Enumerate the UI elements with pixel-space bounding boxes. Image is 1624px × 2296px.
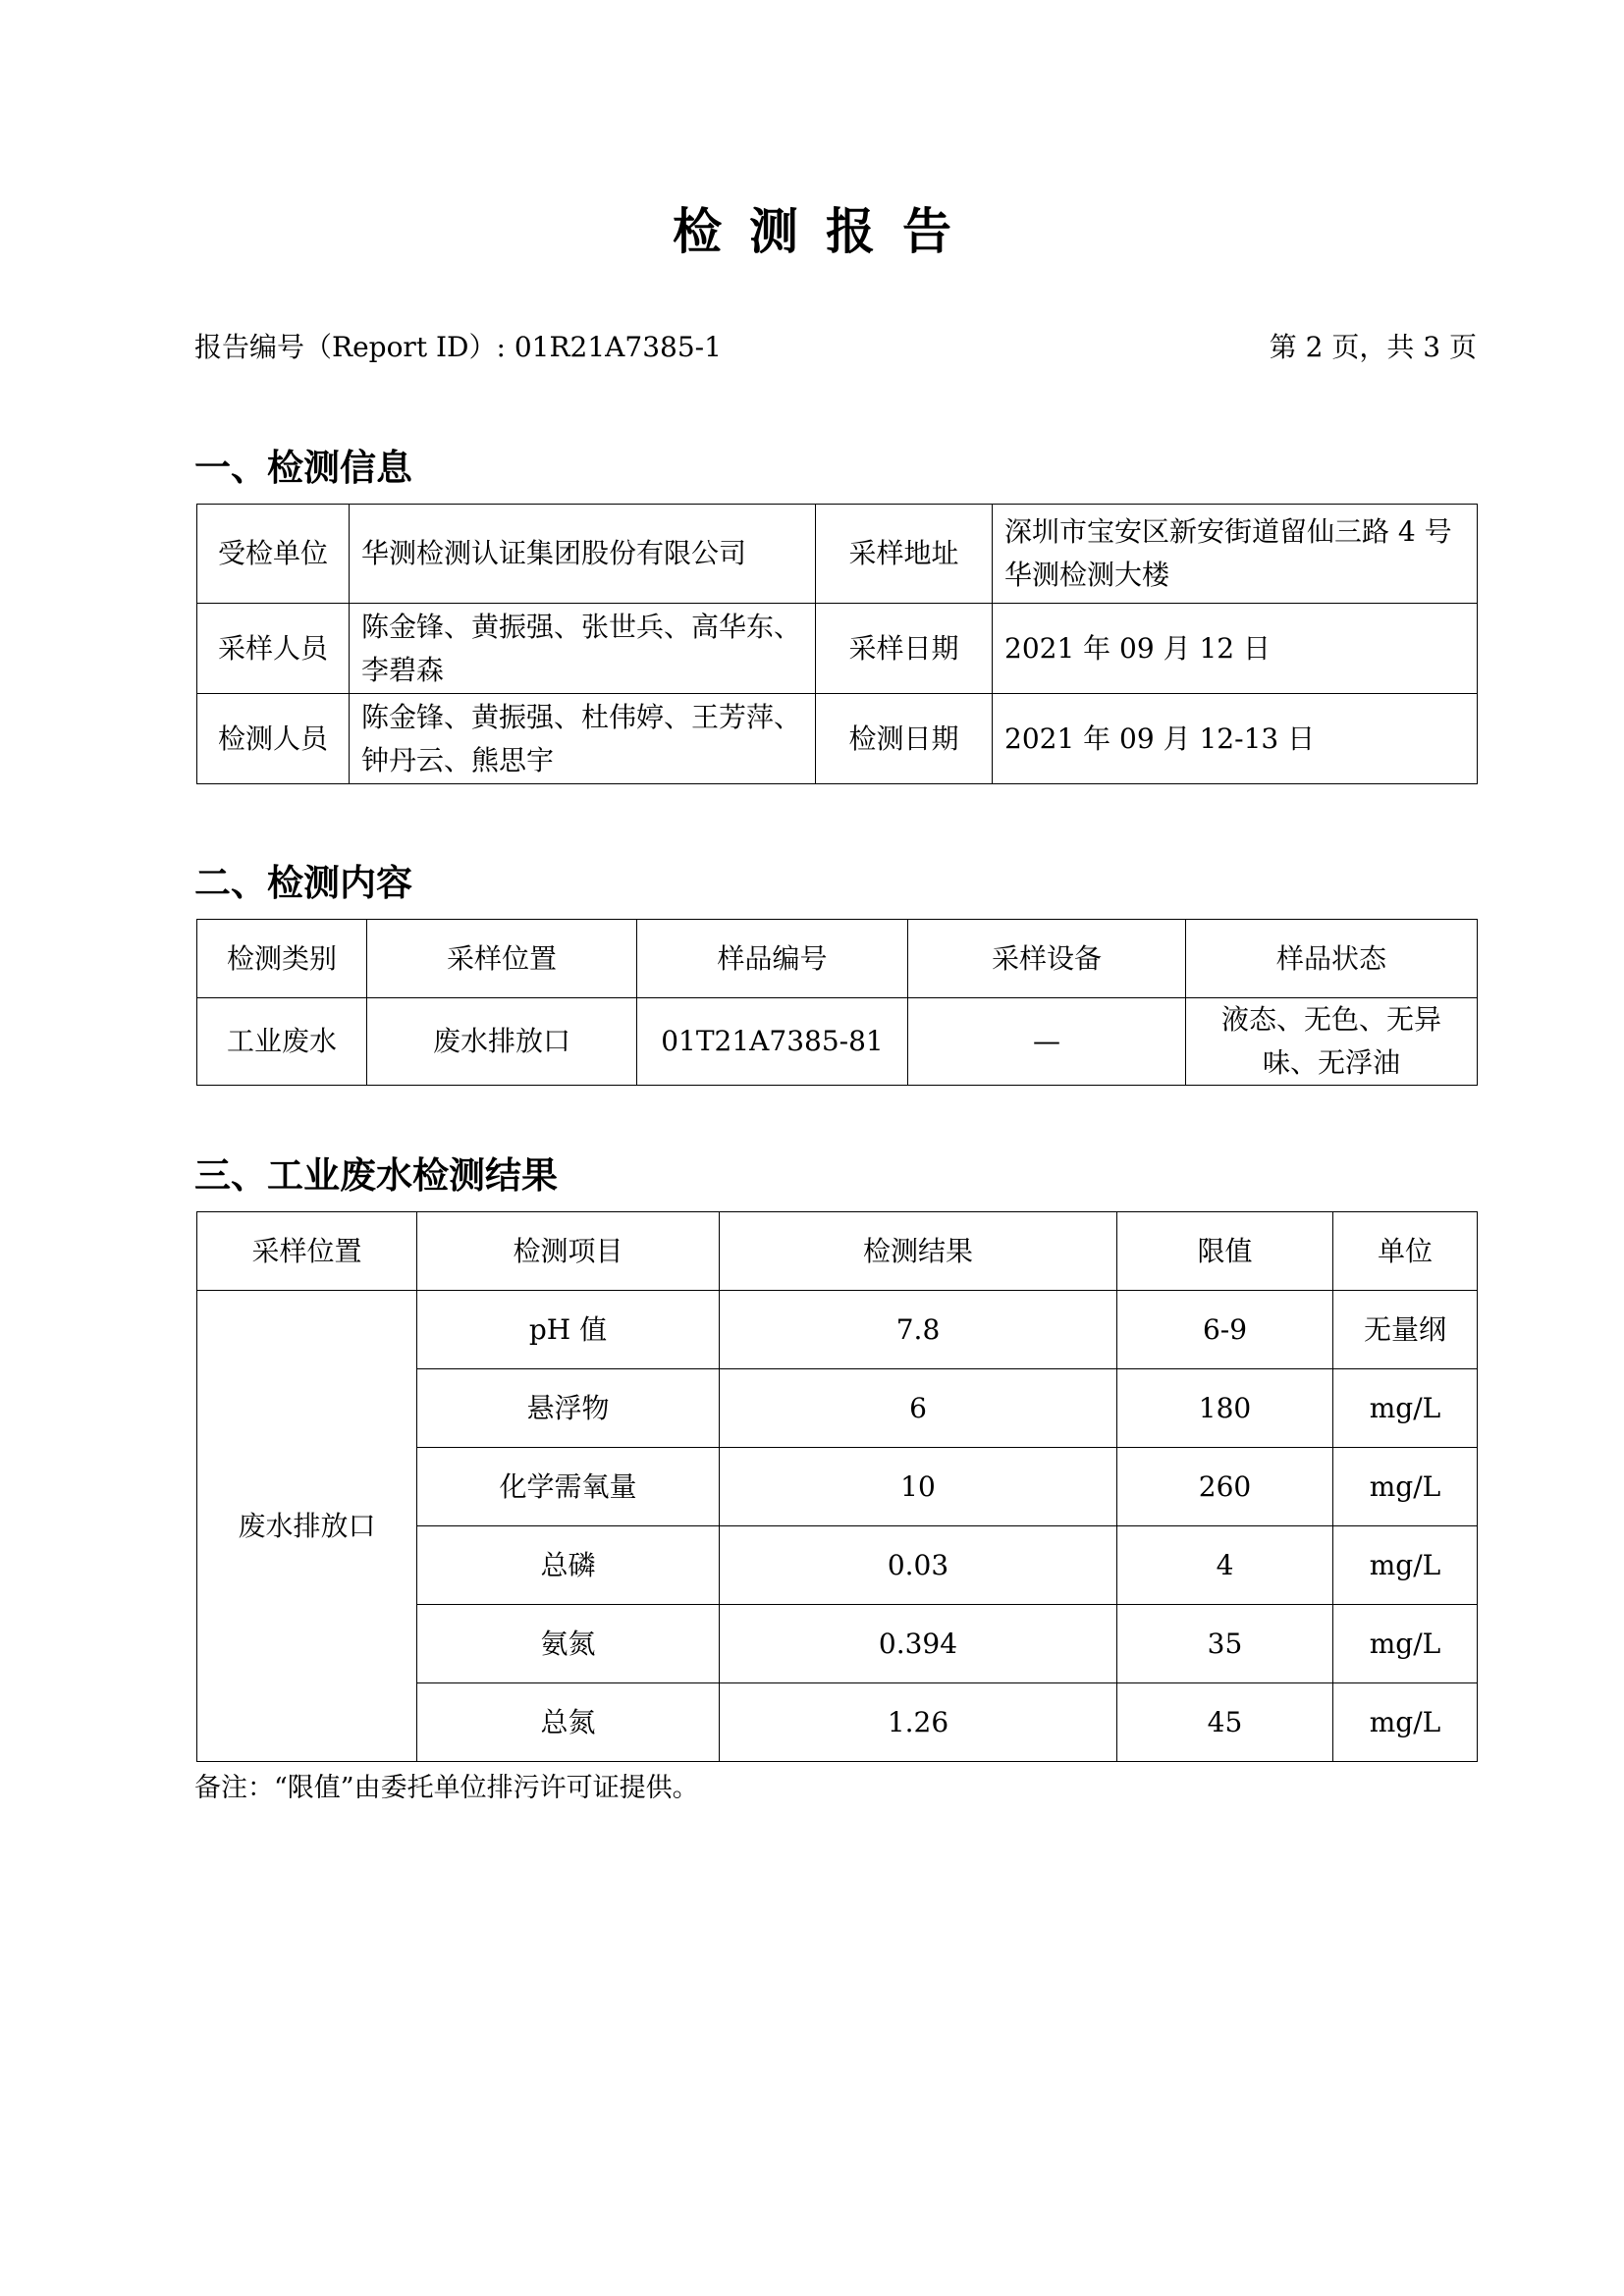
item-cell: 总氮: [417, 1683, 720, 1762]
header-cell: 检测项目: [417, 1212, 720, 1291]
report-id: 报告编号（Report ID）: 01R21A7385-1: [194, 331, 722, 363]
section-title-info: 一、检测信息: [194, 447, 412, 489]
item-cell: 总磷: [417, 1526, 720, 1605]
header-cell: 样品状态: [1186, 920, 1478, 998]
item-cell: pH 值: [417, 1291, 720, 1369]
label-cell: 采样人员: [197, 604, 350, 694]
page-number: 第 2 页，共 3 页: [1269, 331, 1477, 363]
value-cell: 2021 年 09 月 12-13 日: [993, 694, 1478, 784]
limit-cell: 45: [1117, 1683, 1333, 1762]
item-cell: 化学需氧量: [417, 1448, 720, 1526]
label-cell: 检测人员: [197, 694, 350, 784]
limit-cell: 180: [1117, 1369, 1333, 1448]
section-title-results: 三、工业废水检测结果: [194, 1154, 558, 1197]
result-cell: 0.03: [720, 1526, 1117, 1605]
header-cell: 采样位置: [197, 1212, 417, 1291]
info-row: [197, 694, 1478, 784]
item-cell: 氨氮: [417, 1605, 720, 1683]
unit-cell: mg/L: [1333, 1448, 1478, 1526]
content-header-row: [197, 920, 1478, 998]
value-cell: 陈金锋、黄振强、杜伟婷、王芳萍、钟丹云、熊思宇: [350, 694, 816, 784]
results-header-row: [197, 1212, 1478, 1291]
result-cell: 7.8: [720, 1291, 1117, 1369]
item-cell: 悬浮物: [417, 1369, 720, 1448]
result-cell: 1.26: [720, 1683, 1117, 1762]
report-title: 检测报告: [673, 203, 979, 260]
header-cell: 采样设备: [908, 920, 1186, 998]
unit-cell: mg/L: [1333, 1683, 1478, 1762]
state-cell: 液态、无色、无异味、无浮油: [1186, 998, 1478, 1086]
header-cell: 样品编号: [637, 920, 908, 998]
content-table: [196, 919, 1478, 1086]
results-table: [196, 1211, 1478, 1762]
header-cell: 限值: [1117, 1212, 1333, 1291]
info-row: [197, 505, 1478, 604]
unit-cell: mg/L: [1333, 1369, 1478, 1448]
label-cell: 采样日期: [816, 604, 993, 694]
section-title-content: 二、检测内容: [194, 862, 412, 904]
table-row: [197, 1291, 1478, 1369]
header-cell: 检测类别: [197, 920, 367, 998]
value-cell: 陈金锋、黄振强、张世兵、高华东、李碧森: [350, 604, 816, 694]
location-cell: 废水排放口: [367, 998, 637, 1086]
header-cell: 单位: [1333, 1212, 1478, 1291]
label-cell: 检测日期: [816, 694, 993, 784]
label-cell: 受检单位: [197, 505, 350, 604]
info-table: [196, 504, 1478, 784]
value-cell: 华测检测认证集团股份有限公司: [350, 505, 816, 604]
unit-cell: 无量纲: [1333, 1291, 1478, 1369]
limit-cell: 6-9: [1117, 1291, 1333, 1369]
content-row: [197, 998, 1478, 1086]
location-cell: 废水排放口: [197, 1291, 417, 1762]
remark-note: 备注：“限值”由委托单位排污许可证提供。: [194, 1773, 699, 1803]
result-cell: 10: [720, 1448, 1117, 1526]
value-cell: 2021 年 09 月 12 日: [993, 604, 1478, 694]
result-cell: 6: [720, 1369, 1117, 1448]
header-cell: 采样位置: [367, 920, 637, 998]
limit-cell: 4: [1117, 1526, 1333, 1605]
value-cell: 深圳市宝安区新安街道留仙三路 4 号华测检测大楼: [993, 505, 1478, 604]
unit-cell: mg/L: [1333, 1605, 1478, 1683]
unit-cell: mg/L: [1333, 1526, 1478, 1605]
limit-cell: 260: [1117, 1448, 1333, 1526]
sample-id-cell: 01T21A7385-81: [637, 998, 908, 1086]
category-cell: 工业废水: [197, 998, 367, 1086]
label-cell: 采样地址: [816, 505, 993, 604]
limit-cell: 35: [1117, 1605, 1333, 1683]
result-cell: 0.394: [720, 1605, 1117, 1683]
header-cell: 检测结果: [720, 1212, 1117, 1291]
equipment-cell: —: [908, 998, 1186, 1086]
info-row: [197, 604, 1478, 694]
